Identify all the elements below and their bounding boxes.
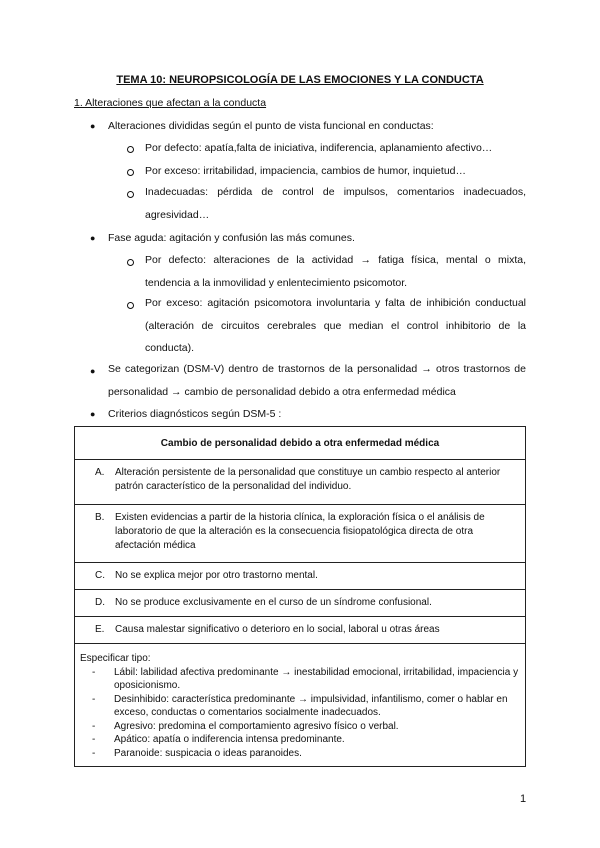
list-item: - Paranoide: suspicacia o ideas paranoides. [80, 747, 519, 761]
sub-bullet-circle [127, 302, 134, 309]
specify-item-text: Agresivo: predomina el comportamiento agresivo físico o verbal. [114, 720, 399, 732]
section-heading: 1. Alteraciones que afectan a la conducta [74, 97, 267, 109]
specify-item-text: Apático: apatía o indiferencia intensa predominante. [114, 734, 345, 745]
bullet-2-sub-2: Por exceso: agitación psicomotora involuntaria y falta de inhibición conductual (alteración de circuitos cerebrales que median el control inhibitorio de la conducta). [145, 297, 526, 354]
bullet-dot: ● [90, 233, 96, 243]
specify-item-text: Lábil: labilidad afectiva predominante → inestabilidad emocional, irritabilidad, impaciencia y oposicionismo. [114, 666, 519, 691]
bullet-1-text: Alteraciones divididas según el punto de vista funcional en conductas: [108, 120, 434, 132]
specify-label: Especificar tipo: [80, 653, 151, 664]
sub-bullet-circle [127, 146, 134, 153]
criterion-letter: B. [95, 512, 105, 523]
criterion-text: Existen evidencias a partir de la historia clínica, la exploración física o el análisis de laboratorio de que la alteración es la consecuencia fisiopatológica directa de otra afectación médica [115, 512, 485, 551]
list-item: - Agresivo: predomina el comportamiento agresivo físico o verbal. [80, 720, 519, 734]
criterion-text: Alteración persistente de la personalidad que constituye un cambio respecto al anterior patrón característico de la personalidad del individuo. [115, 467, 501, 492]
bullet-2-text: Fase aguda: agitación y confusión las más comunes. [108, 232, 355, 244]
table-row [75, 617, 526, 644]
bullet-dot: ● [90, 409, 96, 419]
bullet-1-sub-1: Por defecto: apatía,falta de iniciativa, indiferencia, aplanamiento afectivo… [145, 142, 493, 154]
criterion-text: Causa malestar significativo o deterioro en lo social, laboral u otras áreas [115, 624, 440, 635]
criterion-letter: D. [95, 597, 105, 608]
criterion-text: No se produce exclusivamente en el curso de un síndrome confusional. [115, 597, 432, 608]
page-title: TEMA 10: NEUROPSICOLOGÍA DE LAS EMOCIONES Y LA CONDUCTA [116, 74, 484, 86]
criterion-letter: E. [95, 624, 105, 635]
page-number: 1 [520, 793, 527, 805]
sub-bullet-circle [127, 259, 134, 266]
criteria-table [74, 426, 526, 767]
list-item: - Lábil: labilidad afectiva predominante → inestabilidad emocional, irritabilidad, impaciencia y oposicionismo. [92, 666, 519, 691]
sub-bullet-circle [127, 191, 134, 198]
specify-item-text: Desinhibido: característica predominante → impulsividad, infantilismo, comer o hablar en exceso, conductas o comentarios socialmente inadecuados. [114, 693, 508, 718]
bullet-dot: ● [90, 121, 96, 131]
bullet-1-sub-3: Inadecuadas: pérdida de control de impulsos, comentarios inadecuados, agresividad… [145, 186, 526, 221]
specify-type-cell [75, 644, 526, 767]
table-row [75, 460, 526, 505]
sub-bullet-circle [127, 169, 134, 176]
criterion-letter: C. [95, 570, 105, 581]
table-header: Cambio de personalidad debido a otra enfermedad médica [75, 427, 526, 460]
specify-item-text: Paranoide: suspicacia o ideas paranoides. [114, 747, 302, 759]
bullet-1-sub-2: Por exceso: irritabilidad, impaciencia, cambios de humor, inquietud… [145, 165, 466, 177]
bullet-2-sub-1: Por defecto: alteraciones de la actividad → fatiga física, mental o mixta, tendencia a la inmovilidad y enlentecimiento psicomotor. [145, 254, 526, 289]
list-item: - Desinhibido: característica predominante → impulsividad, infantilismo, comer o hablar en exceso, conductas o comentarios socialmente inadecuados. [80, 693, 519, 720]
table-row [75, 563, 526, 590]
table-row [75, 505, 526, 563]
criterion-letter: A. [95, 467, 105, 478]
bullet-4-text: Criterios diagnósticos según DSM-5 : [108, 408, 282, 420]
bullet-dot: ● [90, 366, 96, 376]
table-row [75, 590, 526, 617]
list-item: - Apático: apatía o indiferencia intensa predominante. [80, 733, 519, 747]
criterion-text: No se explica mejor por otro trastorno mental. [115, 570, 318, 581]
bullet-3-text: Se categorizan (DSM-V) dentro de trastornos de la personalidad → otros trastornos de personalidad → cambio de personalidad debido a otra enfermedad médica [108, 363, 526, 398]
